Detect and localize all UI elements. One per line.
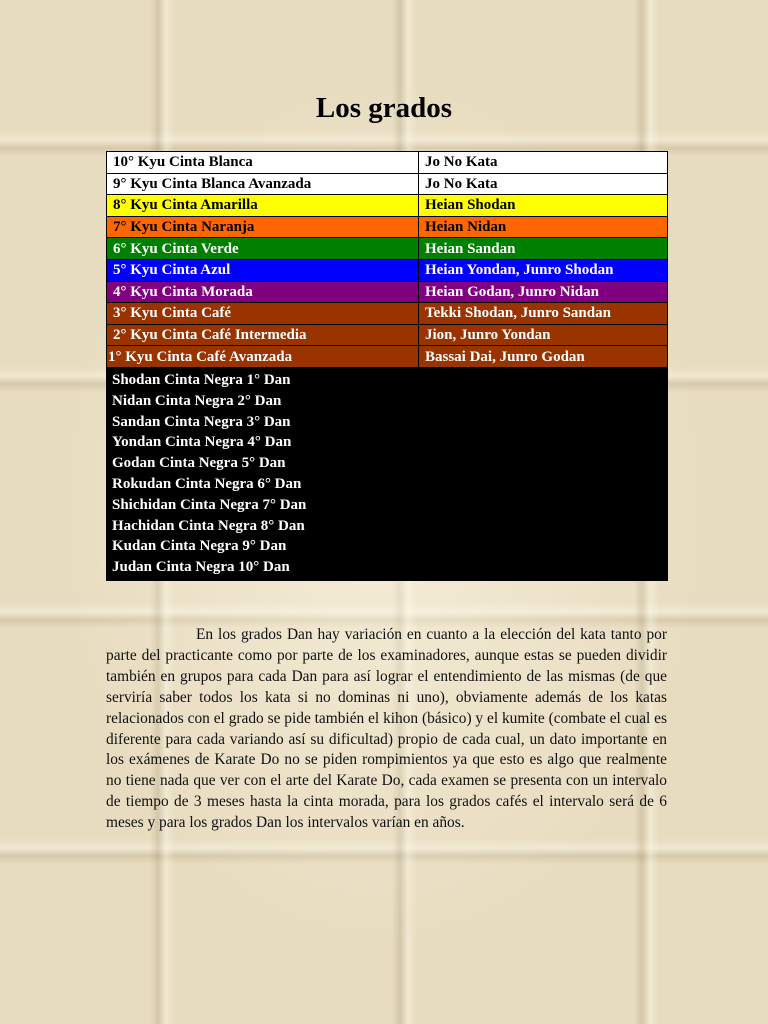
- dan-grade-item: Shichidan Cinta Negra 7° Dan: [112, 496, 307, 513]
- kata-cell: Tekki Shodan, Junro Sandan: [419, 303, 668, 325]
- grade-cell: 4° Kyu Cinta Morada: [107, 281, 419, 303]
- kata-cell: Heian Godan, Junro Nidan: [419, 281, 668, 303]
- kata-cell: Jion, Junro Yondan: [419, 324, 668, 346]
- grade-cell: 2° Kyu Cinta Café Intermedia: [107, 324, 419, 346]
- kata-cell: Heian Sandan: [419, 238, 668, 260]
- dan-grade-item: Sandan Cinta Negra 3° Dan: [112, 413, 291, 430]
- table-row: [107, 238, 668, 260]
- page-title: Los grados: [315, 92, 453, 124]
- dan-grade-item: Nidan Cinta Negra 2° Dan: [112, 392, 282, 409]
- kata-cell: Heian Yondan, Junro Shodan: [419, 259, 668, 281]
- table-row: [107, 216, 668, 238]
- dan-grades-cell: [107, 367, 668, 580]
- grade-cell: 9° Kyu Cinta Blanca Avanzada: [107, 173, 419, 195]
- dan-grade-item: Rokudan Cinta Negra 6° Dan: [112, 475, 302, 492]
- grade-cell: 6° Kyu Cinta Verde: [107, 238, 419, 260]
- table-row: [107, 173, 668, 195]
- grade-cell: 5° Kyu Cinta Azul: [107, 259, 419, 281]
- grade-cell: 10° Kyu Cinta Blanca: [107, 152, 419, 174]
- grade-cell: 7° Kyu Cinta Naranja: [107, 216, 419, 238]
- table-row: [107, 195, 668, 217]
- dan-grade-item: Kudan Cinta Negra 9° Dan: [112, 538, 287, 555]
- kata-cell: Heian Shodan: [419, 195, 668, 217]
- grade-cell: 3° Kyu Cinta Café: [107, 303, 419, 325]
- dan-row: [107, 367, 668, 580]
- grades-table: [106, 151, 668, 581]
- table-row: [107, 259, 668, 281]
- body-paragraph: En los grados Dan hay variación en cuanto a la elección del kata tanto por parte del practicante como por parte de los examinadores, aunque estas se pueden dividir también en grupos para cada Dan para así lograr el entendimiento de las mismas (de que serviría saber todos los kata si no dominas ni uno), obviamente además de los katas relacionados con el grado se pide también el kihon (básico) y el kumite (combate el cual es diferente para cada variando así su dificultad) propio de cada cual, un dato importante en los exámenes de Karate Do no se piden rompimientos ya que esto es algo que realmente no tiene nada que ver con el arte del Karate Do, cada examen se presenta con un intervalo de tiempo de 3 meses hasta la cinta morada, para los grados cafés el intervalo será de 6 meses y para los grados Dan los intervalos varían en años.: [106, 626, 667, 832]
- grade-cell: 1° Kyu Cinta Café Avanzada: [107, 346, 419, 368]
- dan-grade-item: Judan Cinta Negra 10° Dan: [112, 559, 290, 576]
- grade-cell: 8° Kyu Cinta Amarilla: [107, 195, 419, 217]
- table-row: [107, 346, 668, 368]
- table-row: [107, 152, 668, 174]
- dan-grade-item: Yondan Cinta Negra 4° Dan: [112, 434, 292, 451]
- kata-cell: Bassai Dai, Junro Godan: [419, 346, 668, 368]
- dan-grade-item: Shodan Cinta Negra 1° Dan: [112, 371, 291, 388]
- kata-cell: Jo No Kata: [419, 152, 668, 174]
- table-row: [107, 324, 668, 346]
- grades-table-body: [107, 152, 668, 581]
- dan-grade-item: Hachidan Cinta Negra 8° Dan: [112, 517, 305, 534]
- table-row: [107, 281, 668, 303]
- kata-cell: Heian Nidan: [419, 216, 668, 238]
- kata-cell: Jo No Kata: [419, 173, 668, 195]
- table-row: [107, 303, 668, 325]
- dan-grade-item: Godan Cinta Negra 5° Dan: [112, 455, 286, 472]
